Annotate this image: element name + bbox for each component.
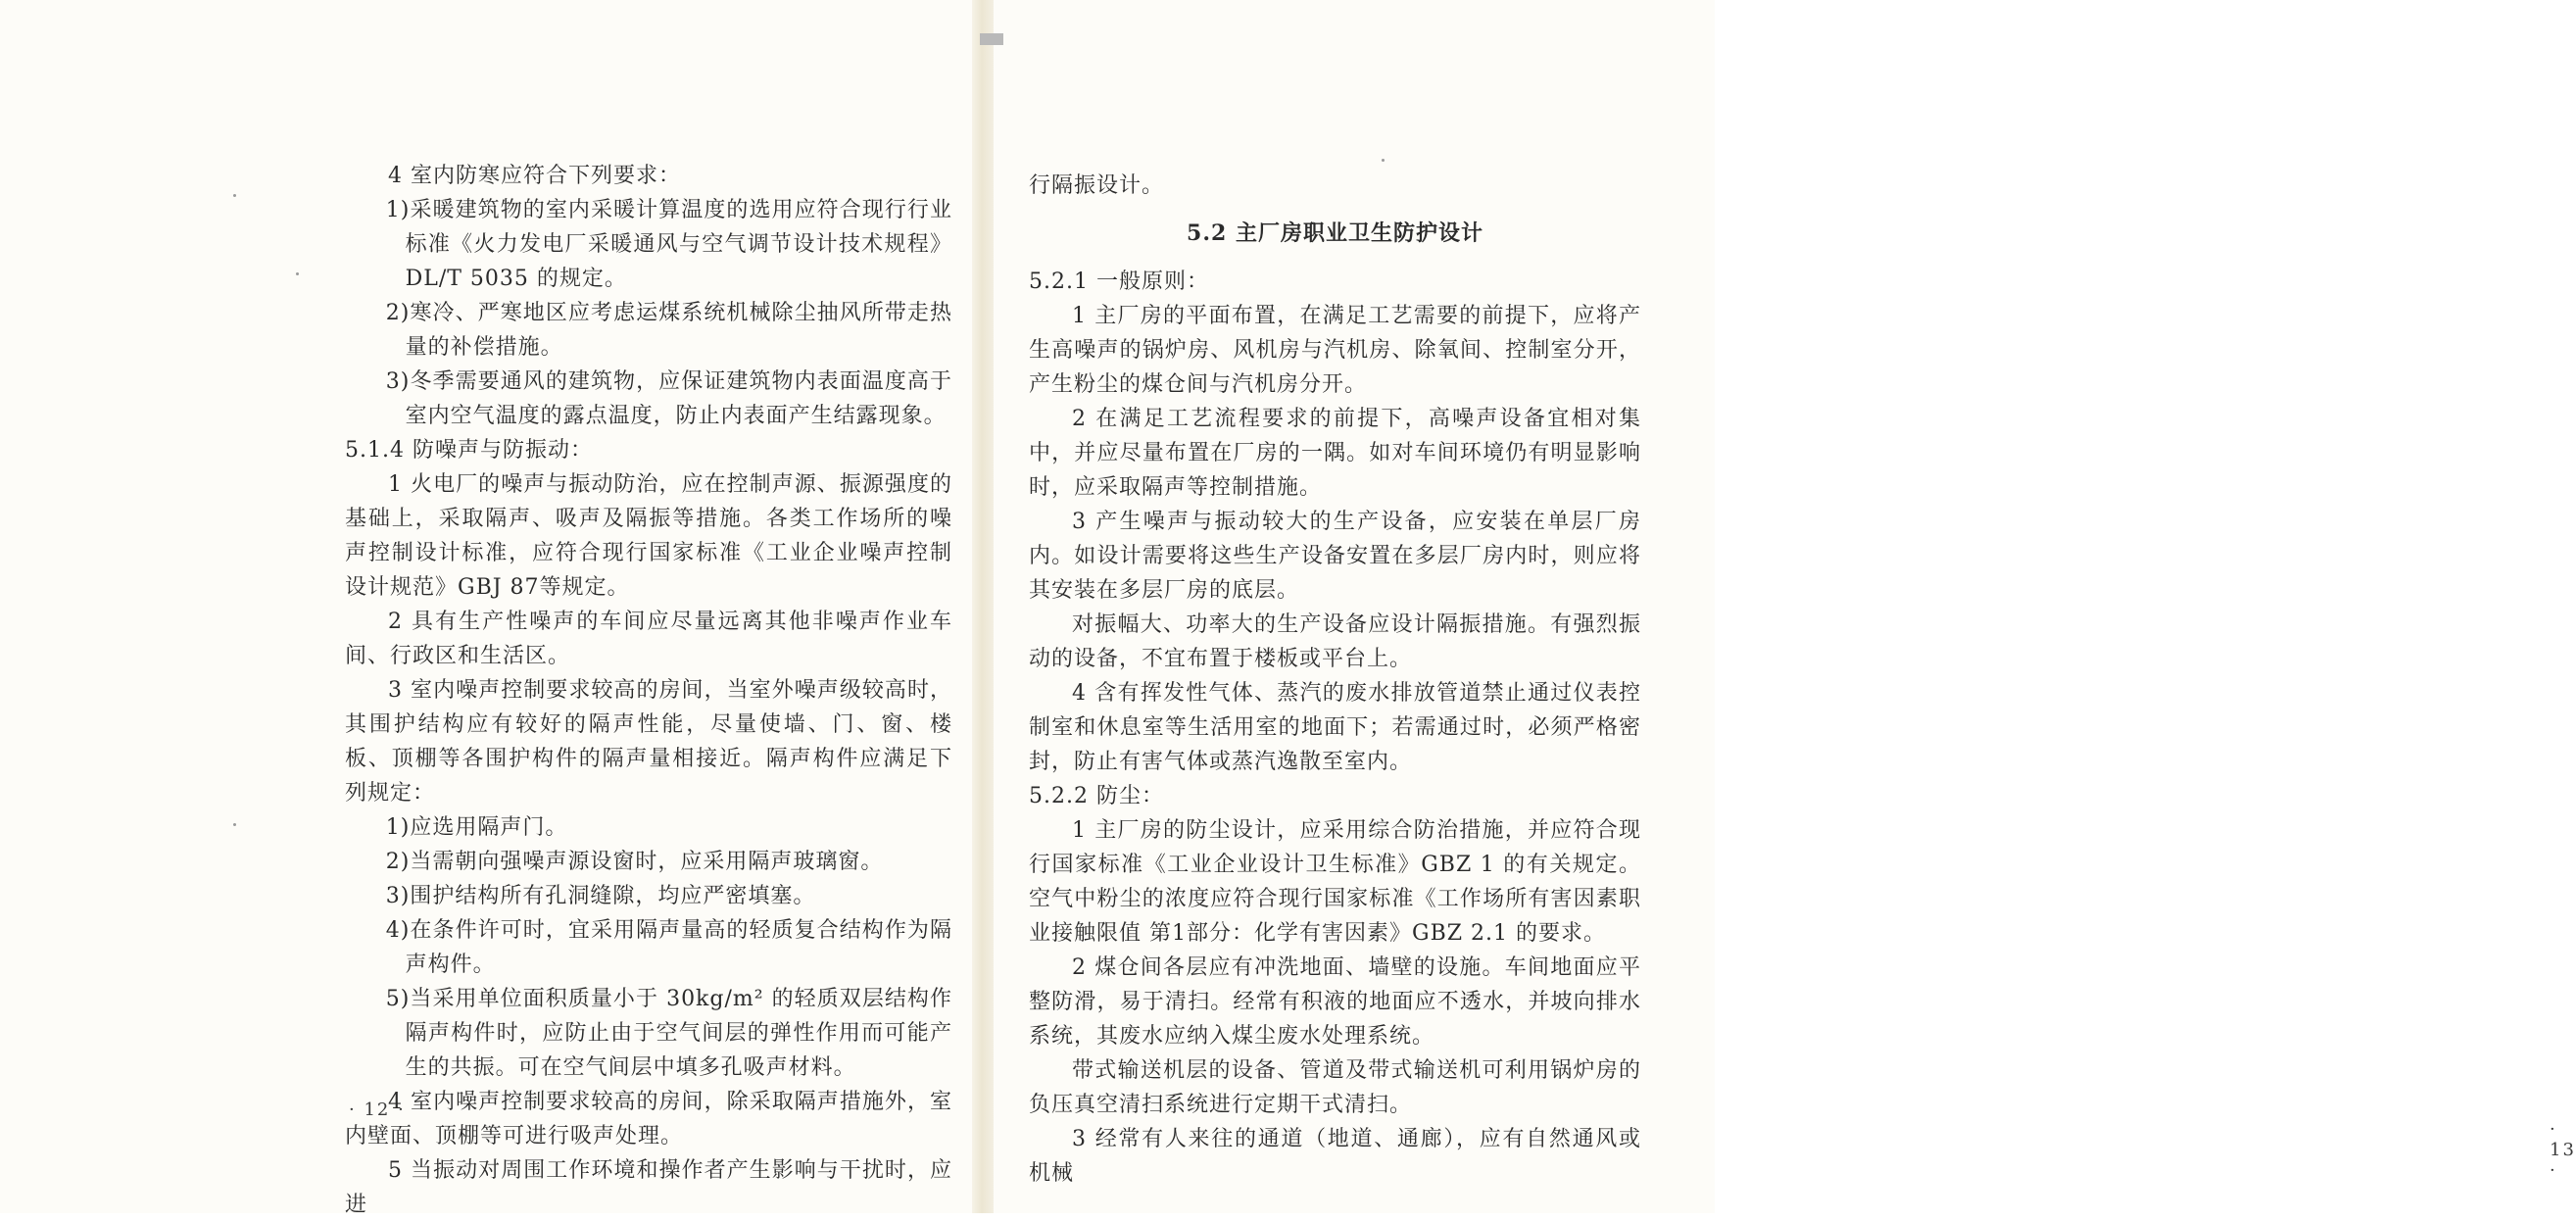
- paragraph: 3 室内噪声控制要求较高的房间，当室外噪声级较高时，其围护结构应有较好的隔声性能，尽量使墙、门、窗、楼板、顶棚等各围护构件的隔声量相接近。隔声构件应满足下列规定：: [345, 678, 952, 806]
- paragraph: 3)冬季需要通风的建筑物，应保证建筑物内表面温度高于室内空气温度的露点温度，防止内表面产生结露现象。: [385, 369, 952, 428]
- left-page-body: [345, 159, 952, 1222]
- scan-speck: [233, 194, 236, 197]
- right-page-number: · 13 ·: [2550, 1119, 2576, 1181]
- paragraph: 1 主厂房的防尘设计，应采用综合防治措施，并应符合现行国家标准《工业企业设计卫生标准》GBZ 1 的有关规定。空气中粉尘的浓度应符合现行国家标准《工作场所有害因素职业接触限值 第1部分：化学有害因素》GBZ 2.1 的要求。: [1029, 818, 1641, 946]
- clause-heading: 5.1.4 防噪声与防振动：: [345, 438, 593, 463]
- paragraph: 带式输送机层的设备、管道及带式输送机可利用锅炉房的负压真空清扫系统进行定期干式清扫。: [1029, 1058, 1641, 1117]
- paragraph: 行隔振设计。: [1029, 173, 1165, 198]
- paragraph: 2 在满足工艺流程要求的前提下，高噪声设备宜相对集中，并应尽量布置在厂房的一隅。如对车间环境仍有明显影响时，应采取隔声等控制措施。: [1029, 407, 1641, 500]
- paragraph: 4 含有挥发性气体、蒸汽的废水排放管道禁止通过仪表控制室和休息室等生活用室的地面下；若需通过时，必须严格密封，防止有害气体或蒸汽逸散至室内。: [1029, 681, 1641, 774]
- scan-speck: [233, 823, 236, 826]
- paragraph: 3 经常有人来往的通道（地道、通廊），应有自然通风或机械: [1029, 1127, 1641, 1186]
- paragraph: 5)当采用单位面积质量小于 30kg/m² 的轻质双层结构作隔声构件时，应防止由于空气间层的弹性作用而可能产生的共振。可在空气间层中填多孔吸声材料。: [385, 987, 952, 1080]
- right-page-body: [1029, 169, 1641, 1191]
- paragraph: 4 室内噪声控制要求较高的房间，除采取隔声措施外，室内壁面、顶棚等可进行吸声处理。: [345, 1090, 952, 1149]
- paragraph: 1 火电厂的噪声与振动防治，应在控制声源、振源强度的基础上，采取隔声、吸声及隔振等措施。各类工作场所的噪声控制设计标准，应符合现行国家标准《工业企业噪声控制设计规范》GBJ 87等规定。: [345, 472, 952, 600]
- clause-heading: 5.2.1 一般原则：: [1029, 269, 1209, 294]
- paragraph: 3)围护结构所有孔洞缝隙，均应严密填塞。: [385, 884, 816, 908]
- paragraph: 1 主厂房的平面布置，在满足工艺需要的前提下，应将产生高噪声的锅炉房、风机房与汽机房、除氧间、控制室分开，产生粉尘的煤仓间与汽机房分开。: [1029, 304, 1641, 397]
- paragraph: 2 具有生产性噪声的车间应尽量远离其他非噪声作业车间、行政区和生活区。: [345, 610, 952, 668]
- paragraph: 2)当需朝向强噪声源设窗时，应采用隔声玻璃窗。: [385, 850, 884, 874]
- left-page-number: · 12 ·: [349, 1100, 406, 1120]
- paragraph: 4 室内防寒应符合下列要求：: [388, 164, 681, 188]
- paragraph: 5 当振动对周围工作环境和操作者产生影响与干扰时，应进: [345, 1158, 952, 1217]
- paragraph: 2)寒冷、严寒地区应考虑运煤系统机械除尘抽风所带走热量的补偿措施。: [385, 301, 952, 360]
- scan-speck: [296, 272, 299, 275]
- paragraph: 1)采暖建筑物的室内采暖计算温度的选用应符合现行行业标准《火力发电厂采暖通风与空气调节设计技术规程》DL/T 5035 的规定。: [385, 198, 952, 291]
- right-page: [980, 0, 2576, 1213]
- paragraph: 对振幅大、功率大的生产设备应设计隔振措施。有强烈振动的设备，不宜布置于楼板或平台上。: [1029, 612, 1641, 671]
- scan-speck: [1382, 159, 1385, 162]
- clause-heading: 5.2.2 防尘：: [1029, 784, 1164, 808]
- paragraph: 3 产生噪声与振动较大的生产设备，应安装在单层厂房内。如设计需要将这些生产设备安置在多层厂房内时，则应将其安装在多层厂房的底层。: [1029, 510, 1641, 603]
- section-heading: 5.2 主厂房职业卫生防护设计: [1187, 220, 1483, 246]
- book-gutter: [972, 0, 994, 1213]
- paragraph: 2 煤仓间各层应有冲洗地面、墙壁的设施。车间地面应平整防滑，易于清扫。经常有积液的地面应不透水，并坡向排水系统，其废水应纳入煤尘废水处理系统。: [1029, 955, 1641, 1049]
- scan-mark: [980, 33, 1003, 45]
- paragraph: 4)在条件许可时，宜采用隔声量高的轻质复合结构作为隔声构件。: [385, 918, 952, 977]
- left-page: [0, 0, 980, 1217]
- paragraph: 1)应选用隔声门。: [385, 815, 568, 840]
